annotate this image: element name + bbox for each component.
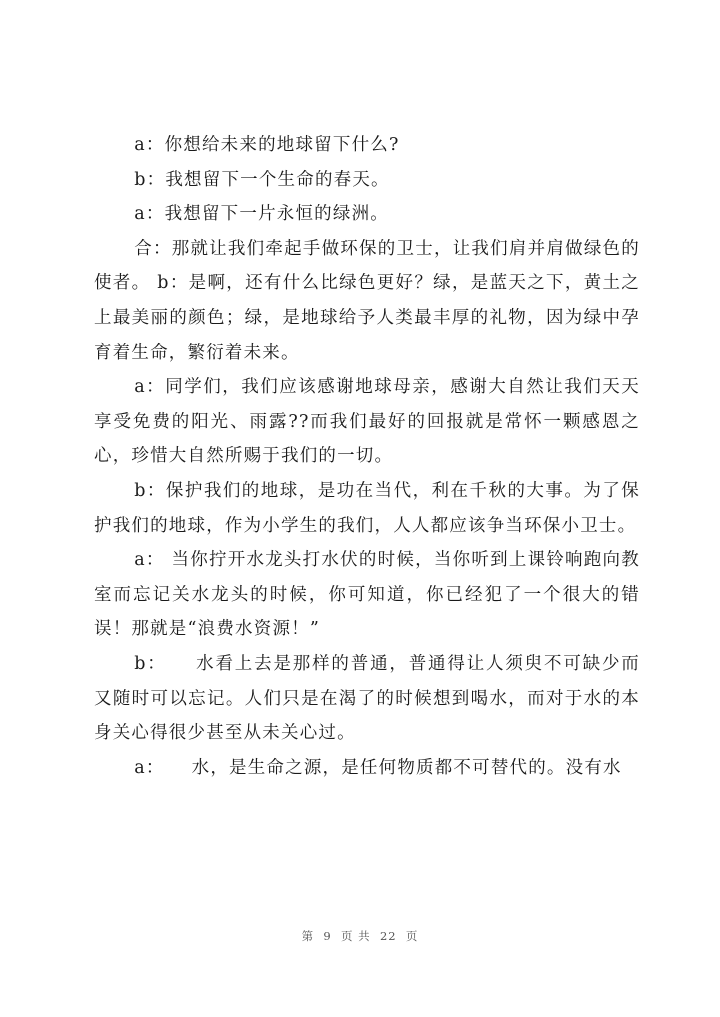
- paragraph: b： 水看上去是那样的普通，普通得让人须臾不可缺少而又随时可以忘记。人们只是在渴了的时候想到喝水，而对于水的本身关心得很少甚至从未关心过。: [94, 653, 640, 744]
- paragraph: a：我想留下一片永恒的绿洲。: [134, 204, 389, 225]
- paragraph: b：我想留下一个生命的春天。: [134, 169, 390, 190]
- paragraph: a： 当你拧开水龙头打水伏的时候，当你听到上课铃响跑向教室而忘记关水龙头的时候，你可知道，你已经犯了一个很大的错误！那就是“浪费水资源！”: [94, 550, 640, 640]
- paragraph: a：同学们，我们应该感谢地球母亲，感谢大自然让我们天天享受免费的阳光、雨露??而我们最好的回报就是常怀一颗感恩之心，珍惜大自然所赐于我们的一切。: [94, 377, 640, 467]
- page-number-footer: 第 9 页 共 22 页: [301, 929, 419, 943]
- paragraph: a： 水，是生命之源，是任何物质都不可替代的。没有水: [134, 757, 622, 778]
- document-body: [94, 128, 640, 785]
- paragraph: a：你想给未来的地球留下什么?: [134, 135, 400, 155]
- paragraph: b：保护我们的地球，是功在当代，利在千秋的大事。为了保护我们的地球，作为小学生的我们，人人都应该争当环保小卫士。: [94, 480, 640, 536]
- paragraph: 合：那就让我们牵起手做环保的卫士，让我们肩并肩做绿色的使者。 b：是啊，还有什么比绿色更好？绿，是蓝天之下，黄土之上最美丽的颜色；绿，是地球给予人类最丰厚的礼物，因为绿中孕育着生命，繁衍着未来。: [94, 238, 640, 363]
